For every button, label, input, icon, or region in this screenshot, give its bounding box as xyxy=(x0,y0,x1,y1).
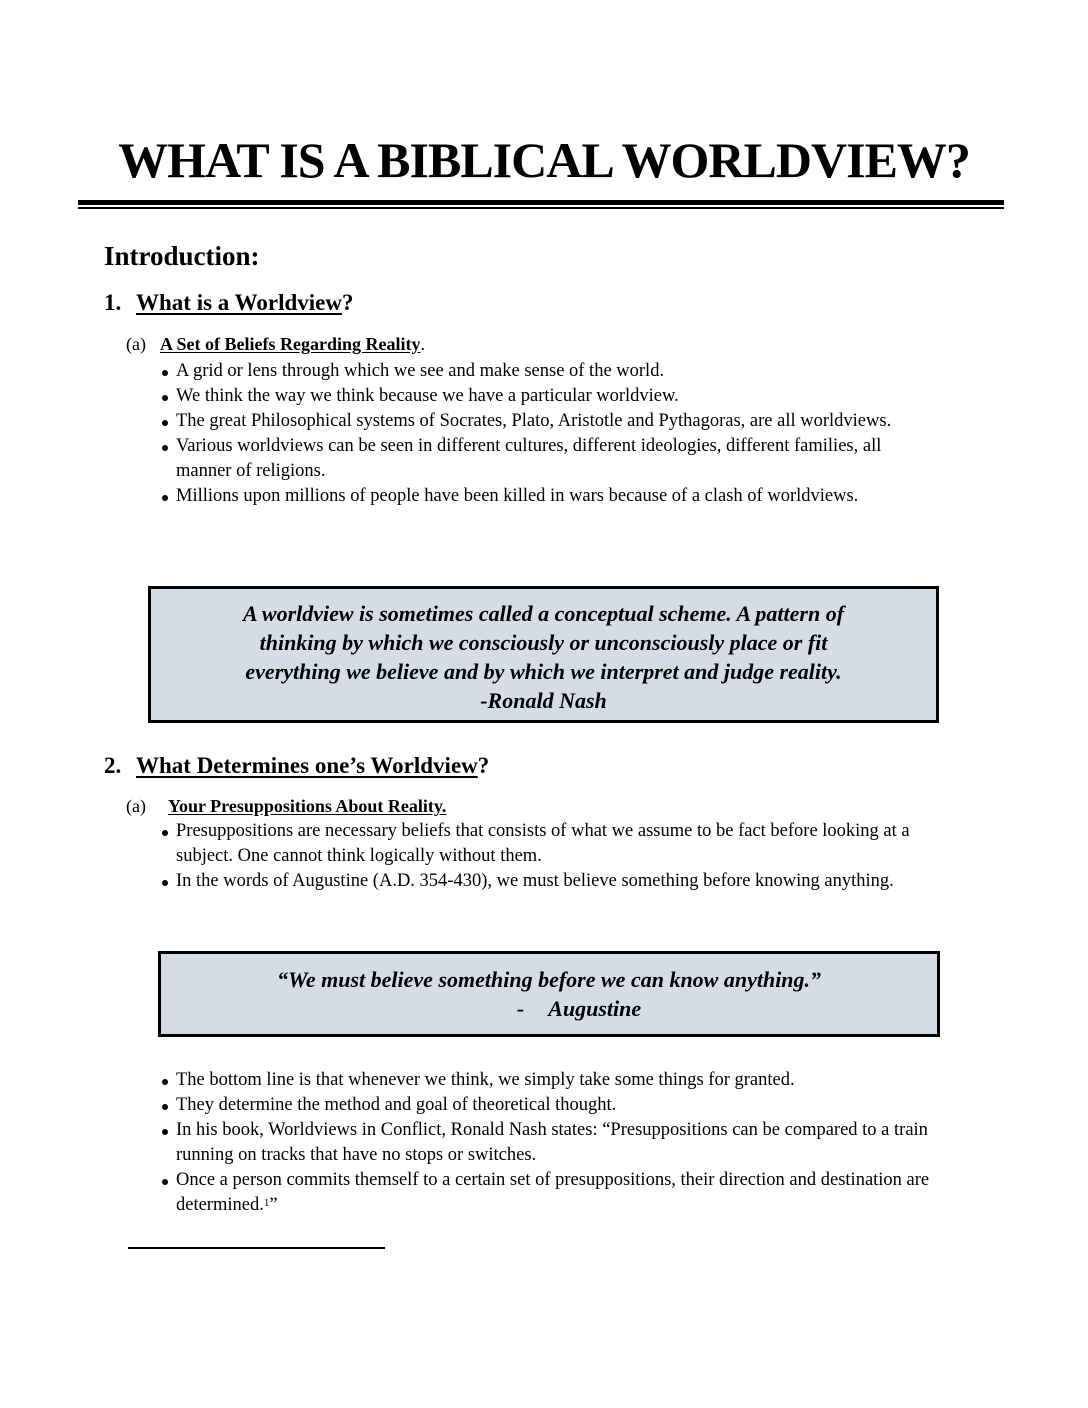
list-item xyxy=(160,1093,930,1118)
list-item xyxy=(160,384,930,409)
section-1-heading xyxy=(104,288,353,318)
bullet-icon xyxy=(162,420,168,426)
title-rule-thick xyxy=(78,200,1004,205)
attribution-dash: - xyxy=(516,996,525,1021)
bullet-text: In his book, Worldviews in Conflict, Ronald Nash states: “Presuppositions can be compared to a train running on tracks that have no stops or switches. xyxy=(176,1120,928,1165)
bullet-text: They determine the method and goal of theoretical thought. xyxy=(176,1095,617,1115)
title-rule-thin xyxy=(78,207,1004,209)
bullet-icon xyxy=(162,370,168,376)
section-1a-label: (a) xyxy=(126,334,146,354)
section-1a-heading xyxy=(126,332,425,356)
section-2-punct: ? xyxy=(477,753,490,778)
bullet-text: Once a person commits themself to a certain set of presuppositions, their direction and destination are determined. xyxy=(176,1170,930,1215)
quote-line: thinking by which we consciously or unconsciously place or fit xyxy=(259,630,828,655)
section-1a-punct: . xyxy=(420,334,425,354)
bullet-text: In the words of Augustine (A.D. 354-430), we must believe something before knowing anything. xyxy=(176,871,894,891)
list-item xyxy=(160,869,930,894)
bullet-icon xyxy=(162,495,168,501)
bullet-icon xyxy=(162,1104,168,1110)
footnote-ref[interactable]: 1 xyxy=(263,1197,270,1209)
list-item xyxy=(160,484,930,509)
bullet-text: We think the way we think because we have a particular worldview. xyxy=(176,386,679,406)
section-1-number: 1. xyxy=(104,290,122,315)
augustine-quote-box xyxy=(158,951,940,1037)
quote-line: everything we believe and by which we interpret and judge reality. xyxy=(245,659,842,684)
bullet-icon xyxy=(162,880,168,886)
section-1-title: What is a Worldview xyxy=(136,290,342,315)
quote-attribution: -Ronald Nash xyxy=(480,688,607,713)
bullet-icon xyxy=(162,395,168,401)
quote-attribution xyxy=(161,994,937,1023)
list-item xyxy=(160,1118,930,1168)
list-item xyxy=(160,1068,930,1093)
page-title: WHAT IS A BIBLICAL WORLDVIEW? xyxy=(118,132,970,188)
bullet-text: The great Philosophical systems of Socrates, Plato, Aristotle and Pythagoras, are all worldviews. xyxy=(176,411,892,431)
list-item xyxy=(160,409,930,434)
introduction-heading: Introduction: xyxy=(104,241,260,271)
section-2a-label: (a) xyxy=(126,796,146,816)
bullet-icon xyxy=(162,445,168,451)
bullet-text: Various worldviews can be seen in different cultures, different ideologies, different families, all manner of religions. xyxy=(176,436,882,481)
nash-quote-box xyxy=(148,586,939,723)
bullet-text: The bottom line is that whenever we think, we simply take some things for granted. xyxy=(176,1070,795,1090)
bullet-icon xyxy=(162,1079,168,1085)
section-1-punct: ? xyxy=(341,290,354,315)
attribution-name: Augustine xyxy=(548,996,642,1021)
list-item xyxy=(160,359,930,384)
section-2-heading xyxy=(104,751,489,781)
bullet-icon xyxy=(162,1129,168,1135)
list-item xyxy=(160,434,930,484)
bullet-text: Presuppositions are necessary beliefs that consists of what we assume to be fact before looking at a subject. One cannot think logically without them. xyxy=(176,821,910,866)
quote-line: A worldview is sometimes called a conceptual scheme. A pattern of xyxy=(242,601,845,626)
bullet-text: Millions upon millions of people have been killed in wars because of a clash of worldviews. xyxy=(176,486,859,506)
section-1a-title: A Set of Beliefs Regarding Reality xyxy=(160,334,421,354)
list-item xyxy=(160,819,930,869)
bullet-icon xyxy=(162,1179,168,1185)
footnote-separator xyxy=(128,1247,385,1249)
closing-quote: ” xyxy=(269,1195,278,1215)
section-2a-heading xyxy=(126,794,446,818)
section-2-title: What Determines one’s Worldview xyxy=(136,753,478,778)
list-item xyxy=(160,1168,930,1218)
section-2-bullets-after xyxy=(160,1068,930,1218)
bullet-text: A grid or lens through which we see and make sense of the world. xyxy=(176,361,665,381)
section-2a-title: Your Presuppositions About Reality. xyxy=(168,796,447,816)
section-2a-bullets xyxy=(160,819,930,894)
bullet-icon xyxy=(162,830,168,836)
section-2-number: 2. xyxy=(104,753,122,778)
quote-text: “We must believe something before we can know anything.” xyxy=(276,967,822,992)
section-1a-bullets xyxy=(160,359,930,509)
